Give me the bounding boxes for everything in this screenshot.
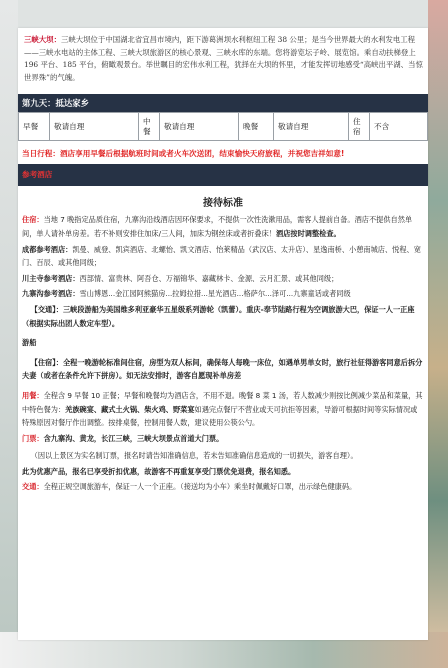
meals-row	[19, 113, 428, 141]
ticket-text: 含九寨沟、黄龙，长江三峡，三峡大坝景点首道大门票。	[43, 433, 224, 443]
lodging-label: 住宿：	[22, 215, 44, 225]
lodging-paragraph	[22, 213, 424, 240]
meals-table	[18, 112, 428, 141]
cruise-lodging-text: ：全程一晚游轮标准间住宿，房型为双人标间，确保每人每晚一床位，如遇单男单女时，旅行社征得游客同意后拆分夫妻（或者在条件允许下拼房）。如无法安排时，游客自愿现补单房差	[22, 357, 423, 381]
chengdu-hotels-label: 成都参考酒店：	[22, 244, 73, 254]
meal-label: 用餐：	[22, 390, 44, 400]
ticket-label: 门票：	[22, 433, 44, 443]
background-right-photo-strip	[428, 0, 448, 668]
hotel-label: 住宿	[349, 113, 370, 141]
meal-text: 全程含 9 早餐 10 正餐；早餐和晚餐均为酒店含，不用不退。晚餐 8 菜 1 汤，若人数减少则按比例减少菜品和菜量，其中特色餐为：	[22, 390, 423, 414]
background-left-strip	[0, 0, 18, 668]
cruise-lodging-label: 【住宿】	[30, 357, 56, 367]
ticket-note: （因以上景区为实名制订票，报名时请告知准确信息，若未告知准确信息造成的一切损失，游客自理）。	[30, 451, 358, 461]
dinner-label: 晚餐	[239, 113, 274, 141]
jiuzhaigou-hotels-label: 九寨沟参考酒店：	[22, 289, 80, 299]
jiuzhaigou-hotels	[22, 287, 424, 301]
dam-intro-text: 三峡大坝位于中国湖北省宜昌市境内，距下游葛洲坝水利枢纽工程 38 公里；是当今世界最大的水利发电工程——三峡水电站的主体工程、三峡大坝旅游区的核心景观、三峡水库的东端。您将游览坛子岭、展览馆。乘自动扶梯登上 196 平台、185 平台，俯瞰观景台。举世瞩目的宏伟水利工程，犹择在大坝的怀里，才能发挥切地感受“高峡出平湖、当惊世界殊”的气魄。	[24, 35, 423, 82]
traffic-label: 【交通】	[30, 304, 56, 314]
chuanzhusi-hotels-text: 西部情、富贵林、阿吾仓、万福锦华、嘉藏林卡、金源、云月汇景、或其他同级；	[79, 273, 339, 283]
itinerary-page	[18, 28, 428, 640]
day-nine-header: 第九天：抵达家乡	[18, 94, 428, 112]
cruise-heading: 游船	[22, 338, 37, 348]
ticket-paragraph	[22, 432, 424, 446]
today-itinerary-note: 当日行程：酒店享用早餐后根据航班时间或者火车次送团，结束愉快天府旅程，并祝您吉祥如意!	[22, 149, 345, 159]
lunch-value: 敬请自理	[160, 113, 239, 141]
breakfast-label: 早餐	[19, 113, 50, 141]
vehicle-label: 交通：	[22, 482, 44, 492]
hotel-value: 不含	[370, 113, 428, 141]
cruise-lodging-paragraph	[22, 356, 424, 383]
jiuzhaigou-hotels-text: 雪山博恩...金江园阿熊猫房...拉姆拉措...星光酒店...格萨尔...泽可...九寨童话或者同级	[79, 289, 351, 299]
reference-hotel-header: 参考酒店	[18, 164, 428, 186]
vehicle-paragraph	[22, 480, 424, 494]
traffic-text: ：三峡段游船为美国维多利亚豪华五星级系列游轮（凯蕾）。重庆-奉节陆路行程为空调旅游大巴，保证一人一正座（根据实际出团人数定车型）。	[22, 304, 415, 328]
meal-special: 羌族碗宴、藏式土火锅、柴火鸡、野菜宴	[65, 404, 195, 414]
dam-intro-label: 三峡大坝：	[24, 35, 61, 44]
chuanzhusi-hotels-label: 川主寺参考酒店：	[22, 273, 80, 283]
dinner-value: 敬请自理	[274, 113, 349, 141]
meal-tail: 如遇完点餐厅不营业或天可抗拒等因素，导游可根据时间等实际情况或特殊原因对餐厅作出调整。按排桌餐，控制用餐人数，建议使用公筷公勺。	[22, 404, 418, 428]
lunch-label: 中餐	[139, 113, 160, 141]
discount-note: 此为优惠产品，报名已享受折扣优惠，故游客不再重复享受门票优免退费，报名知悉。	[22, 466, 296, 476]
traffic-paragraph	[22, 303, 424, 330]
reception-standard-section	[18, 213, 428, 494]
meal-paragraph	[22, 389, 424, 430]
dam-intro-paragraph	[18, 28, 428, 88]
chengdu-hotels	[22, 243, 424, 270]
lodging-text: 当地 7 晚指定品质住宿，九寨沟沿线酒店因环保要求，不提供一次性洗漱用品，需客人提前自备。酒店不提供自然单间，单人请补单房差。若不补则安排住加床/三人间，加床为钢丝床或者折叠床！	[22, 215, 413, 238]
vehicle-text: 全程正规空调旅游车，保证一人一个正座。（接送均为小车）乘坐时佩戴好口罩，出示绿色健康码。	[43, 482, 357, 492]
chengdu-hotels-text: 凯曼、威登、凯宾酒店、北螺怡、凯文酒店、怡莱精品（武汉店、太升店）、星逸南桥、小憩南城店、悦程、宽门、百辰、或其他同级；	[22, 244, 421, 268]
reception-standard-title: 接待标准	[203, 198, 243, 210]
chuanzhusi-hotels	[22, 272, 424, 286]
lodging-tail: 酒店按时调整检查。	[276, 228, 341, 238]
breakfast-value: 敬请自理	[50, 113, 139, 141]
